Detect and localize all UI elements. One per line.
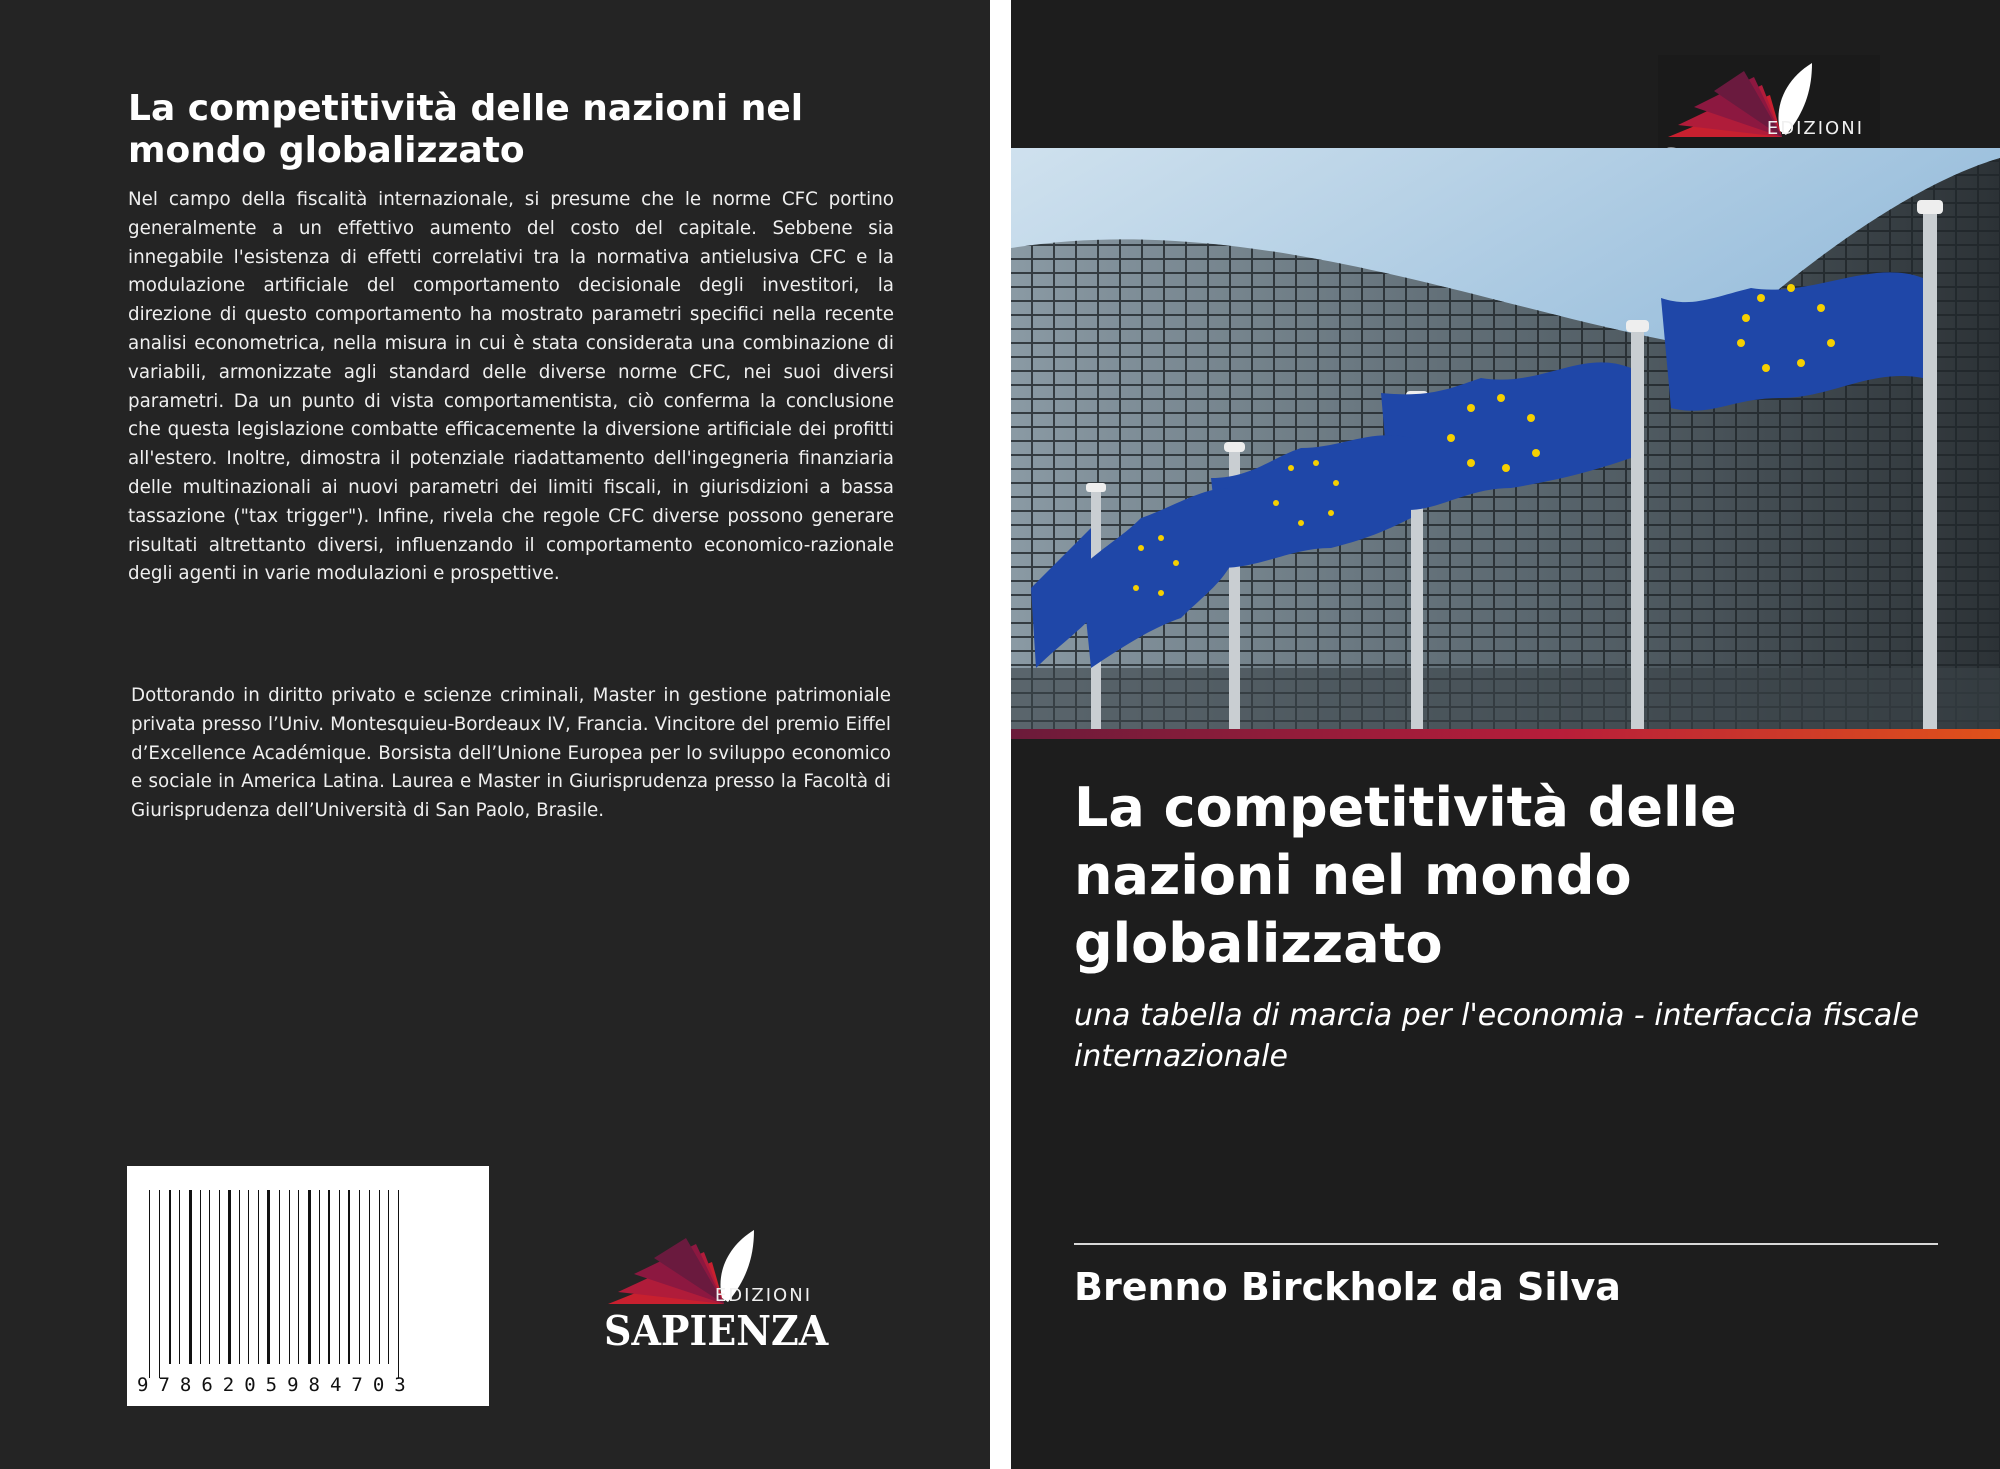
- barcode-bar: [267, 1190, 270, 1364]
- barcode-bars: [127, 1166, 489, 1406]
- barcode-bar: [369, 1190, 370, 1364]
- barcode-bar: [308, 1190, 311, 1364]
- accent-stripe: [1011, 729, 2000, 739]
- publisher-logo-back: [604, 1222, 828, 1364]
- barcode-bar: [179, 1190, 180, 1364]
- barcode-bar: [279, 1190, 280, 1364]
- barcode-bar: [228, 1190, 231, 1364]
- barcode-bar: [248, 1190, 249, 1364]
- barcode-bar: [159, 1190, 160, 1378]
- barcode-bar: [298, 1190, 299, 1364]
- front-cover-subtitle: una tabella di marcia per l'economia - interfaccia fiscale internazionale: [1074, 998, 1920, 1074]
- back-cover: [0, 0, 990, 1469]
- author-divider: [1074, 1243, 1938, 1245]
- publisher-name-back: SAPIENZA: [604, 1306, 829, 1355]
- barcode-bar: [319, 1190, 320, 1364]
- isbn-digits: 9786205984703: [137, 1374, 416, 1396]
- eu-flags-building-photo: [1011, 148, 2000, 729]
- barcode-bar: [239, 1190, 240, 1364]
- publisher-edizioni-back: EDIZIONI: [714, 1285, 812, 1306]
- barcode-bar: [359, 1190, 360, 1364]
- barcode-bar: [219, 1190, 220, 1364]
- front-cover-author: Brenno Birckholz da Silva: [1074, 1265, 1621, 1309]
- front-cover-title: La competitività delle nazioni nel mondo globalizzato: [1074, 776, 1737, 975]
- barcode-bar: [339, 1190, 340, 1364]
- isbn-barcode: [127, 1166, 489, 1406]
- barcode-bar: [388, 1190, 389, 1364]
- barcode-bar: [348, 1190, 350, 1364]
- barcode-bar: [189, 1190, 192, 1364]
- barcode-bar: [328, 1190, 330, 1364]
- barcode-bar: [289, 1190, 290, 1364]
- barcode-bar: [398, 1190, 399, 1378]
- barcode-bar: [169, 1190, 171, 1364]
- back-cover-title: La competitività delle nazioni nel mondo globalizzato: [128, 88, 804, 171]
- barcode-bar: [149, 1190, 150, 1378]
- barcode-bar: [209, 1190, 210, 1364]
- back-cover-description: Nel campo della fiscalità internazionale, si presume che le norme CFC portino generalmente a un effettivo aumento del costo del capitale. Sebbene sia innegabile l'esistenza di effetti correlativi tra la normativa antielusiva CFC e la modulazione artificiale del comportamento decisionale degli investitori, la direzione di questo comportamento ha mostrato parametri specifici nella recente analisi econometrica, nella misura in cui è stata considerata una combinazione di variabili, armonizzate agli standard delle diverse norme CFC, nei suoi diversi parametri. Da un punto di vista comportamentista, ciò conferma la conclusione che questa legislazione combatte efficacemente la diversione artificiale dei profitti all'estero. Inoltre, dimostra il potenziale riadattamento dell'ingegneria finanziaria delle multinazionali ai nuovi parametri dei limiti fiscali, in giurisdizioni a bassa tassazione ("tax trigger"). Infine, rivela che regole CFC diverse possono generare risultati altrettanto diversi, influenzando il comportamento economico-razionale degli agenti in varie modulazioni e prospettive.: [128, 189, 894, 585]
- barcode-bar: [379, 1190, 380, 1364]
- barcode-bar: [200, 1190, 201, 1364]
- author-bio: Dottorando in diritto privato e scienze criminali, Master in gestione patrimoniale privata presso l’Univ. Montesquieu-Bordeaux IV, Francia. Vincitore del premio Eiffel d’Excellence Académique. Borsista dell’Unione Europea per lo sviluppo economico e sociale in America Latina. Laurea e Master in Giurisprudenza presso la Facoltà di Giurisprudenza dell’Università di San Paolo, Brasile.: [131, 685, 891, 822]
- publisher-edizioni-front: EDIZIONI: [1766, 118, 1864, 139]
- barcode-bar: [258, 1190, 259, 1364]
